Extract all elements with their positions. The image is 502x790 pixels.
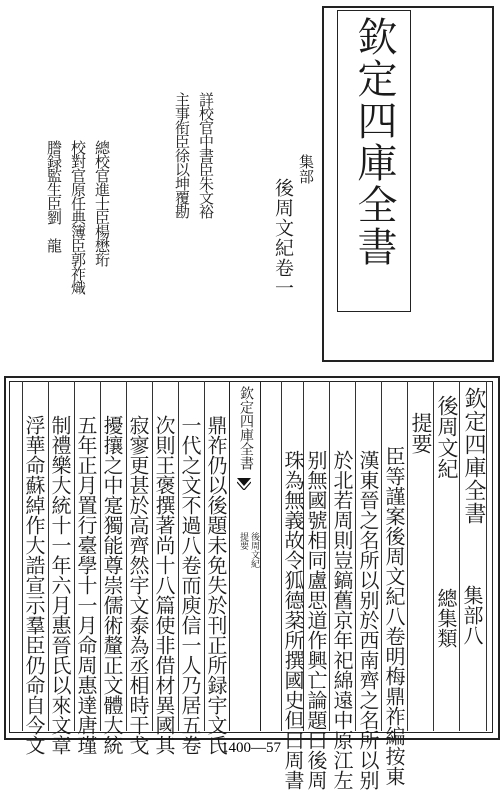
header-category: 集部八 [460, 585, 484, 645]
cover-page [0, 0, 502, 372]
column-rule [407, 381, 408, 731]
cover-volume: 後周文紀卷一 [272, 178, 294, 298]
header-title: 欽定四庫全書 [461, 387, 486, 525]
center-band-section: 提要 [238, 532, 248, 550]
credit-proofreader-detailed: 詳校官中書臣朱文裕 [197, 92, 215, 218]
text-column: 次則王褒撰著尚十八篇使非借材異國其 [152, 415, 176, 755]
credit-chief-editor: 總校官進士臣楊懋珩 [93, 140, 111, 266]
center-band-book: 後周文紀 [249, 532, 259, 568]
text-column: 制禮樂大統十一年六月惠晉氏以來文章 [48, 415, 72, 755]
credit-copyist: 謄録監生臣劉 龍 [45, 140, 63, 252]
page-number: 1400—57 [221, 740, 281, 756]
text-column: 於北若周則豈鎬舊京年祀綿遠中原江左 [330, 450, 354, 790]
text-column: 浮華命蘇綽作大誥宣示羣臣仍命自今文 [22, 415, 46, 755]
center-band-title: 欽定四庫全書 [238, 386, 254, 470]
text-column: 漢東晉之名所以别於西南齊之名所以别 [356, 450, 380, 790]
text-column: 一代之文不過八卷而庾信一人乃居五卷 [178, 415, 202, 755]
column-rule [433, 381, 434, 731]
book-title: 後周文紀 [435, 395, 459, 479]
text-column: 擾攘之中寔獨能尊崇儒術釐正文體大統 [100, 415, 124, 755]
text-column: 别無國號相同盧思道作興亡論題曰後周 [304, 450, 328, 790]
cover-title: 欽定四庫全書 [351, 16, 397, 268]
header-subcategory: 總集類 [434, 588, 458, 648]
section-label: 提要 [409, 412, 433, 454]
text-column: 臣等謹案後周文紀八卷明梅鼎祚編按東 [382, 446, 406, 786]
text-column: 珠為無義故令狐德棻所撰國史但曰周書 [281, 450, 305, 790]
text-column: 五年正月置行臺學十一月命周惠達唐瑾 [74, 415, 98, 755]
column-rule [459, 381, 460, 731]
text-column: 寂寥更甚於高齊然宇文泰為丞相時干戈 [126, 415, 150, 755]
column-rule [486, 381, 487, 731]
text-column: 鼎祚仍以後題未免失於刊正所録宇文氏 [204, 415, 228, 755]
credit-proofreader-official: 主事衔臣徐以坤覆勘 [173, 92, 191, 218]
fish-tail-mark-icon [237, 478, 251, 490]
cover-section: 集部 [297, 154, 315, 184]
credit-collator: 校對官原任典簿臣郭祚熾 [69, 140, 87, 294]
